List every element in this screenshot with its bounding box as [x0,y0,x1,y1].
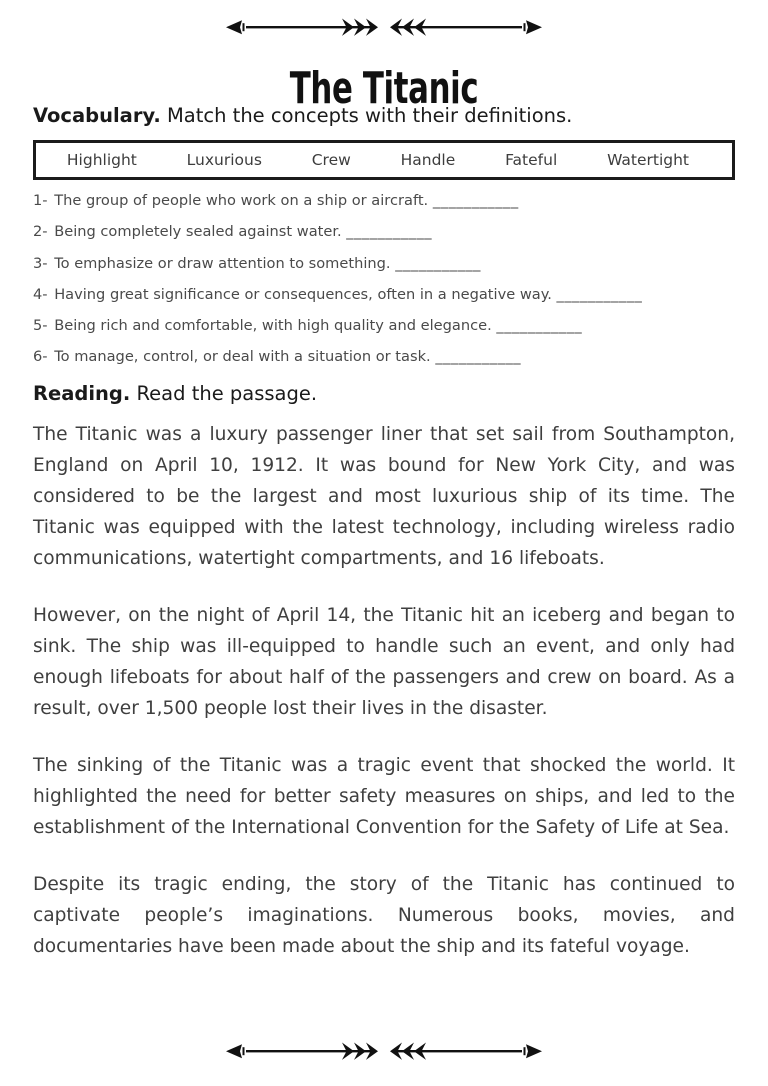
worksheet-content [33,104,735,962]
definition-text: Being rich and comfortable, with high quality and elegance. [54,316,492,334]
double-arrow-chevron-divider-icon [224,14,544,40]
definition-item [33,225,735,240]
definition-answer-blank[interactable]: ___________ [432,192,519,210]
definition-number: 5- [33,316,48,334]
definition-text: The group of people who work on a ship or aircraft. [54,192,429,210]
definition-text: Having great significance or consequences, often in a negative way. [54,285,552,303]
vocabulary-definition-list [33,194,735,364]
definition-answer-blank[interactable]: ___________ [395,254,481,272]
passage-paragraph: The Titanic was a luxury passenger liner that set sail from Southampton, England on April 10, 1912. It was bound for New York City, and was considered to be the largest and most luxurious ship of its time. The Titanic was equipped with the latest technology, including wireless radio communications, watertight compartments, and 16 lifeboats. [33,423,735,569]
page-title: The Titanic [289,63,479,115]
word-bank-item[interactable]: Highlight [66,151,137,170]
definition-number: 4- [33,285,48,303]
top-divider [0,14,768,40]
word-bank-item[interactable]: Handle [400,151,456,170]
reading-heading-rest: Read the passage. [130,382,318,406]
bottom-divider [0,1038,768,1064]
definition-number: 1- [33,192,48,210]
word-bank-item[interactable]: Luxurious [186,151,262,170]
word-bank-item[interactable]: Crew [311,151,351,170]
definition-text: Being completely sealed against water. [54,223,342,241]
definition-item [33,316,735,334]
definition-item [33,194,735,209]
definition-item [33,254,735,272]
definition-answer-blank[interactable]: ___________ [496,316,583,334]
reading-heading-lead: Reading. [33,382,131,406]
definition-answer-blank[interactable]: ___________ [435,347,522,365]
definition-answer-blank[interactable]: ___________ [346,223,433,241]
definition-number: 6- [33,347,48,365]
definition-number: 2- [33,223,48,241]
definition-text: To emphasize or draw attention to something. [54,254,391,272]
reading-passage [33,419,735,962]
vocabulary-word-bank [33,140,735,180]
definition-number: 3- [33,254,48,272]
vocabulary-heading-rest: Match the concepts with their definitions. [160,104,573,127]
word-bank-item[interactable]: Watertight [607,151,690,170]
double-arrow-chevron-divider-icon [224,1038,544,1064]
definition-text: To manage, control, or deal with a situation or task. [54,347,431,365]
reading-heading [33,382,735,406]
definition-answer-blank[interactable]: ___________ [556,285,643,303]
passage-paragraph: Despite its tragic ending, the story of the Titanic has continued to captivate people’s imaginations. Numerous books, movies, and documentaries have been made about the ship and its fateful voyage. [33,873,735,957]
vocabulary-heading [33,104,735,128]
passage-paragraph: However, on the night of April 14, the Titanic hit an iceberg and began to sink. The ship was ill-equipped to handle such an event, and only had enough lifeboats for about half of the passengers and crew on board. As a result, over 1,500 people lost their lives in the disaster. [33,604,735,719]
definition-item [33,347,735,365]
word-bank-item[interactable]: Fateful [505,151,558,170]
passage-paragraph: The sinking of the Titanic was a tragic event that shocked the world. It highlighted the need for better safety measures on ships, and led to the establishment of the International Convention for the Safety of Life at Sea. [33,754,735,838]
vocabulary-heading-lead: Vocabulary. [33,104,161,127]
definition-item [33,285,735,303]
